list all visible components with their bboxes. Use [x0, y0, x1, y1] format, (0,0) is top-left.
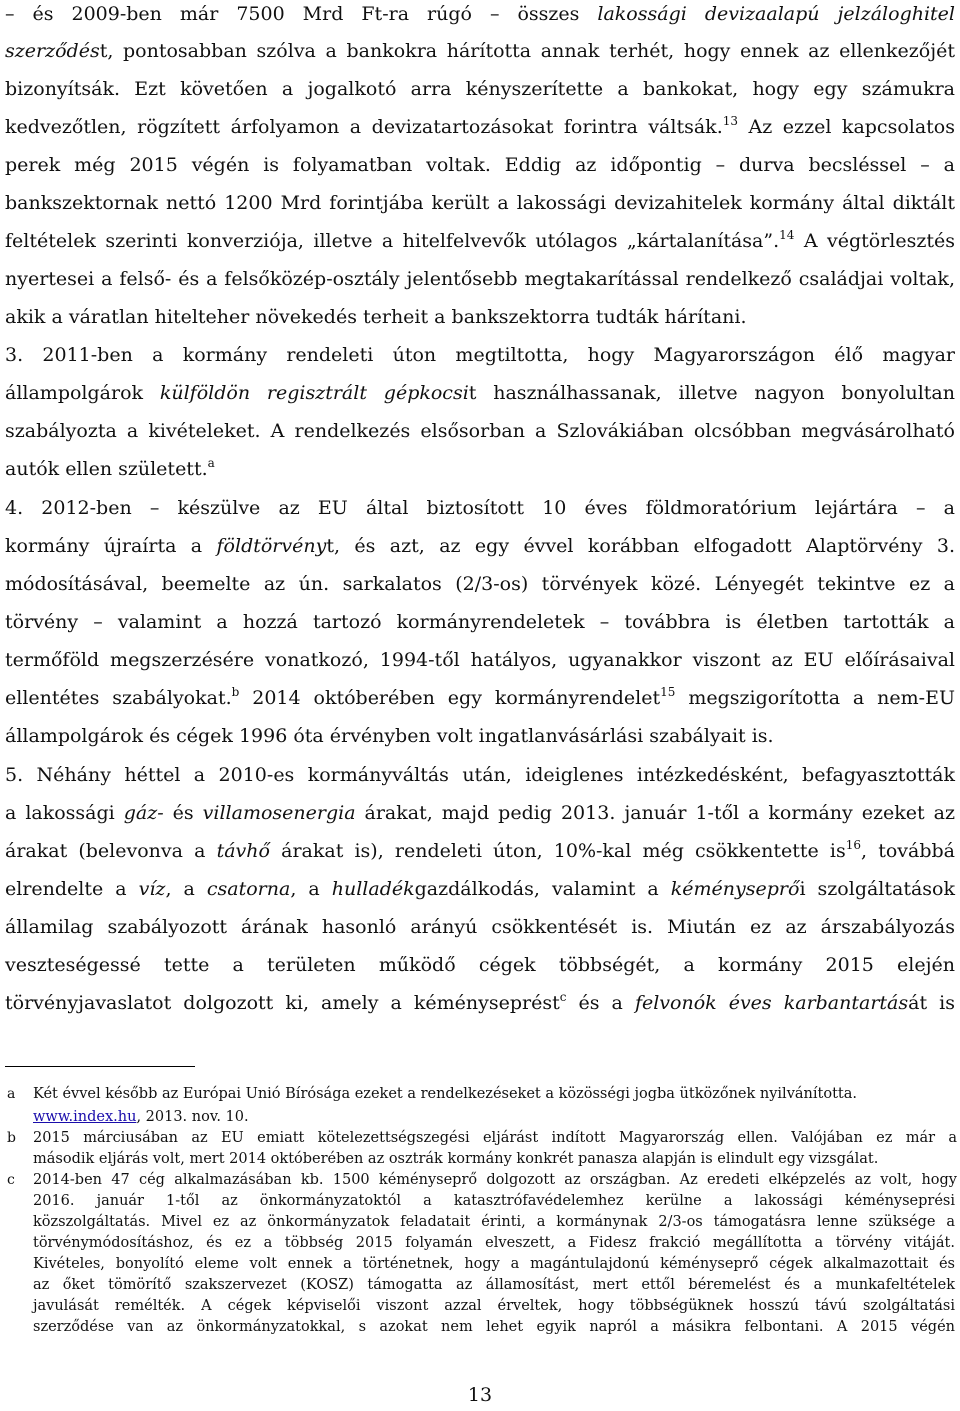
footnote-line: törvénymódosításhoz, és ez a többség 2015 folyamán elveszett, a Fidesz frakció megállította a törvény vitáját.	[33, 1235, 955, 1251]
footnote-c: c 2014-ben 47 cég alkalmazásában kb. 1500 kéményseprő dolgozott az országban. Az eredeti elképzelés az volt, hogy	[7, 1172, 957, 1188]
body-line: szabályozta a kivételeket. A rendelkezés elsősorban a Szlovákiában olcsóbban megvásárolható	[5, 420, 955, 442]
footnote-ref: a	[207, 456, 215, 470]
body-line: törvényjavaslatot dolgozott ki, amely a kéményseprést$^c$ és a felvonók éves karbantartását is	[5, 990, 955, 1014]
body-line: kormány újraírta a földtörvényt, és azt, az egy évvel korábban elfogadott Alaptörvény 3.	[5, 535, 955, 557]
footnote-line: második eljárás volt, mert 2014 októberében az osztrák kormány konkrét panasza alapján is elindult egy vizsgálat.	[33, 1151, 879, 1167]
footnote-ref: 14	[779, 228, 795, 242]
body-line: autók ellen született.$^a$	[5, 456, 215, 480]
footnote-line: szerződése van az önkormányzatokkal, s azokat nem lehet egyik napról a másikra felbontani. A 2015 végén	[33, 1319, 955, 1335]
body-line: ellentétes szabályokat.$^b$ 2014 októberében egy kormányrendelet$^{15}$ megszigorította a nem-EU	[5, 685, 955, 709]
footnote-ref: 13	[722, 114, 739, 128]
body-line: 4. 2012-ben – készülve az EU által biztosított 10 éves földmoratórium lejártára – a	[5, 497, 955, 519]
body-line: szerződést, pontosabban szólva a bankokra hárította annak terhét, hogy ennek az ellenkezőjét	[5, 40, 955, 62]
footnote-a: a Két évvel később az Európai Unió Bírósága ezeket a rendelkezéseket a közösségi jogba ütközőnek nyilvánította.	[7, 1086, 857, 1102]
body-line: veszteségessé tette a területen működő cégek többségét, a kormány 2015 elején	[5, 954, 955, 976]
index-hu-link[interactable]: www.index.hu	[33, 1109, 137, 1125]
body-line: bankszektornak nettó 1200 Mrd forintjába került a lakossági devizahitelek kormány által diktált	[5, 192, 955, 214]
footnote-marker: b	[7, 1130, 16, 1146]
footnote-line: javulását remélték. A cégek képviselői viszont azzal érveltek, hogy többségüknek hosszú távú szolgáltatási	[33, 1298, 955, 1314]
body-line: kedvezőtlen, rögzített árfolyamon a devizatartozásokat forintra váltsák.$^{13}$ Az ezzel kapcsolatos	[5, 114, 955, 138]
body-line: feltételek szerinti konverziója, illetve a hitelfelvevők utólagos „kártalanítása”.$^{14}$ A végtörlesztés	[5, 228, 955, 252]
body-line: elrendelte a víz, a csatorna, a hulladékgazdálkodás, valamint a kéményseprői szolgáltatások	[5, 878, 956, 900]
footnote-ref: c	[559, 990, 567, 1004]
footnote-b: b 2015 márciusában az EU emiatt kötelezettségszegési eljárást indított Magyarország ellen. Valójában ez már a	[7, 1130, 957, 1146]
body-line: – és 2009-ben már 7500 Mrd Ft-ra rúgó – összes lakossági devizaalapú jelzáloghitel	[5, 3, 955, 25]
body-line: módosításával, beemelte az ún. sarkalatos (2/3-os) törvények közé. Lényegét tekintve ez a	[5, 573, 955, 595]
footnote-ref: 16	[845, 838, 862, 852]
body-line: árakat (belevonva a távhő árakat is), rendeleti úton, 10%-kal még csökkentette $is^{16}$, továbbá	[5, 838, 956, 862]
footnote-ref: b	[231, 685, 240, 699]
body-line: 3. 2011-ben a kormány rendeleti úton megtiltotta, hogy Magyarországon élő magyar	[5, 344, 955, 366]
footnote-a-source: www.index.hu, 2013. nov. 10.	[33, 1109, 249, 1125]
body-line: bizonyítsák. Ezt követően a jogalkotó arra kényszerítette a bankokat, hogy egy számukra	[5, 78, 955, 100]
footnote-ref: 15	[660, 685, 676, 699]
body-line: 5. Néhány héttel a 2010-es kormányváltás után, ideiglenes intézkedésként, befagyasztották	[5, 764, 955, 786]
page-number: 13	[467, 1384, 493, 1406]
body-line: a lakossági gáz- és villamosenergia árakat, majd pedig 2013. január 1-től a kormány ezeket az	[5, 802, 955, 824]
footnote-line: Kivételes, bonyolító eleme volt ennek a történetnek, hogy a magántulajdonú kéményseprő cégek alkalmazottait és	[33, 1256, 955, 1272]
footnote-line: az őket tömörítő szakszervezet (KOSZ) támogatta az államosítást, mert ettől béremelést és a munkafeltételek	[33, 1277, 955, 1293]
footnote-marker: c	[7, 1172, 15, 1188]
body-line: állampolgárok külföldön regisztrált gépkocsit használhassanak, illetve nagyon bonyolultan	[5, 382, 955, 404]
body-line: törvény – valamint a hozzá tartozó kormányrendeletek – továbbra is életben tartották a	[5, 611, 955, 633]
body-line: termőföld megszerzésére vonatkozó, 1994-től hatályos, ugyanakkor viszont az EU előírásaival	[5, 649, 955, 671]
body-line: akik a váratlan hitelteher növekedés terheit a bankszektorra tudták hárítani.	[5, 306, 747, 328]
footnote-line: közszolgáltatás. Mivel ez az önkormányzatok feladatait érinti, a kormánynak 2/3-os támogatásra lenne szüksége a	[33, 1214, 955, 1230]
footnote-marker: a	[7, 1086, 16, 1102]
body-line: államilag szabályozott árának hasonló arányú csökkentését is. Miután ez az árszabályozás	[5, 916, 955, 938]
body-line: nyertesei a felső- és a felsőközép-osztály jelentősebb megtakarítással rendelkező családjai voltak,	[5, 268, 955, 290]
footnote-line: 2016. január 1-től az önkormányzatoktól a katasztrófavédelemhez kerülne a lakossági kéményseprési	[33, 1193, 955, 1209]
footnote-separator	[5, 1066, 195, 1067]
body-line: perek még 2015 végén is folyamatban voltak. Eddig az időpontig – durva becsléssel – a	[5, 154, 955, 176]
body-line: állampolgárok és cégek 1996 óta érvényben volt ingatlanvásárlási szabályait is.	[5, 725, 774, 747]
